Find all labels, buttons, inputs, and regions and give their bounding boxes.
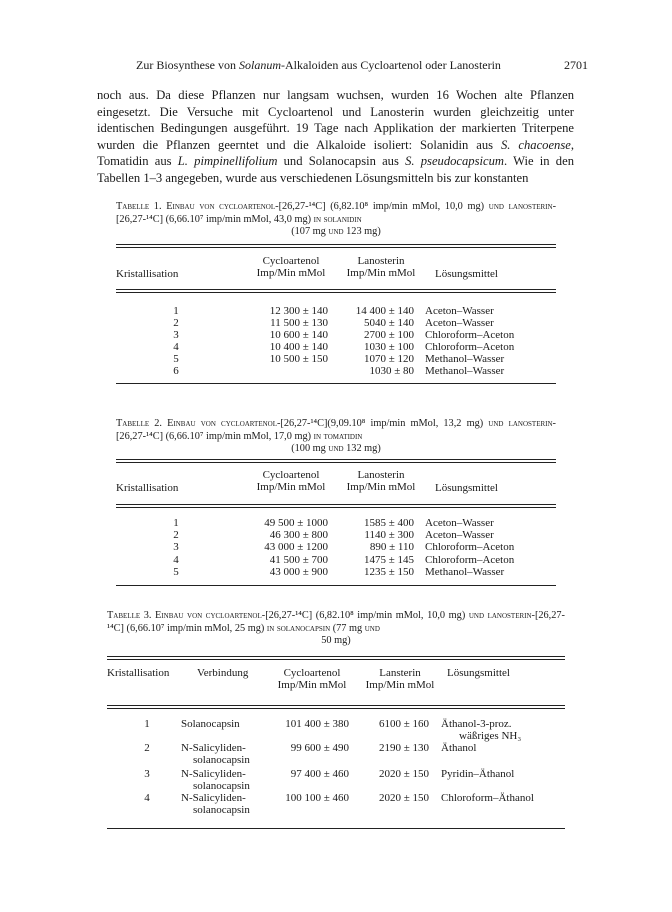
cell-cycloartenol: 100 100 ± 460 [285, 792, 349, 804]
cell-lanosterin: 2190 ± 130 [378, 742, 429, 754]
table3-top-rule-2 [107, 659, 565, 660]
cell-kristallisation: 6 [173, 365, 179, 377]
col-kristallisation: Kristallisation [116, 482, 179, 494]
table2-mid-rule-2 [116, 507, 556, 508]
cell-kristallisation: 2 [144, 742, 150, 754]
cell-verbindung: N-Salicyliden- [181, 742, 246, 754]
cell-lanosterin: 1140 ± 300 [364, 529, 414, 542]
table-row [116, 529, 556, 541]
col-solvent: Lösungsmittel [435, 268, 498, 280]
table-row [116, 566, 556, 578]
running-title: Zur Biosynthese von Solanum-Alkaloiden aus Cycloartenol oder Lanosterin [136, 58, 501, 72]
cell-solvent: Äthanol [441, 742, 477, 754]
col-lano-2: Imp/Min mMol [365, 679, 435, 691]
cell-solvent: Chloroform–Äthanol [441, 792, 534, 804]
cell-cycloartenol: 97 400 ± 460 [290, 768, 349, 780]
col-lano-1: Lanosterin [357, 255, 405, 267]
cell-cycloartenol: 43 000 ± 1200 [264, 541, 328, 554]
table2-top-rule [116, 459, 556, 460]
cell-cycloartenol: 10 600 ± 140 [269, 329, 328, 341]
table-row [116, 353, 556, 365]
table-row [116, 317, 556, 329]
page-number: 2701 [564, 58, 588, 72]
cell-kristallisation: 1 [173, 305, 179, 317]
cell-kristallisation: 3 [173, 541, 179, 554]
table2-caption: Tabelle 2. Einbau von cycloartenol-[26,27-¹⁴C](9,09.10⁸ imp/min mMol, 13,2 mg) und lanosterin-[26,27-¹⁴C] (6,66.10⁷ imp/min mMol, 17,0 mg) in tomatidin (100 mg und 132 mg) [116, 418, 556, 455]
col-lano-1: Lanosterin [357, 469, 405, 481]
table1-mid-rule-2 [116, 292, 556, 293]
table2-bottom-rule [116, 585, 556, 586]
cell-lanosterin: 890 ± 110 [369, 541, 414, 554]
cell-kristallisation: 1 [144, 718, 150, 730]
cell-lanosterin: 6100 ± 160 [378, 718, 429, 730]
col-cyclo-2: Imp/Min mMol [277, 679, 347, 691]
col-cyclo-1: Cycloartenol [262, 469, 320, 481]
table-row [116, 329, 556, 341]
cell-verbindung: N-Salicyliden- [181, 768, 246, 780]
body-paragraph: noch aus. Da diese Pflanzen nur langsam wuchsen, wurden 16 Wochen alte Pflanzen eingesetzt. Die Versuche mit Cycloartenol und Lanosterin wurden gleichzeitig unter identischen Bedingungen ausgeführt. 19 Tage nach Applikation der markierten Triterpene wurden die Pflanzen geerntet und die Alkaloide isoliert: Solanidin aus S. chacoense, Tomatidin aus L. pimpinellifolium und Solanocapsin aus S. pseudocapsicum. Wie in den Tabellen 1–3 angegeben, wurde aus verschiedenen Lösungsmitteln bis zur konstanten [97, 88, 574, 185]
cell-solvent: Methanol–Wasser [425, 353, 505, 365]
cell-kristallisation: 5 [173, 353, 179, 365]
cell-solvent: Methanol–Wasser [425, 565, 505, 578]
species-pseudocapsicum: S. pseudocapsicum [405, 154, 504, 169]
cell-kristallisation: 3 [144, 768, 150, 780]
cell-solvent: Aceton–Wasser [425, 305, 494, 317]
cell-lanosterin: 1030 ± 80 [369, 365, 414, 377]
cell-lanosterin: 2700 ± 100 [363, 329, 414, 341]
table1-top-rule [116, 244, 556, 245]
cell-solvent: Pyridin–Äthanol [441, 768, 515, 780]
cell-lanosterin: 1235 ± 150 [363, 565, 414, 578]
col-lano-1: Lansterin [379, 667, 421, 679]
col-solvent: Lösungsmittel [447, 667, 510, 679]
cell-solvent: Chloroform–Aceton [425, 553, 515, 566]
cell-kristallisation: 2 [173, 529, 179, 542]
table1-bottom-rule [116, 383, 556, 384]
cell-solvent-line2: wäßriges NH₃ [459, 730, 522, 742]
cell-solvent: Aceton–Wasser [425, 317, 494, 329]
table3-caption: Tabelle 3. Einbau von cycloartenol-[26,27-¹⁴C] (6,82.10⁸ imp/min mMol, 10,0 mg) und lanosterin-[26,27-¹⁴C] (6,66.10⁷ imp/min mMol, 25 mg) in solanocapsin (77 mg und 50 mg) [107, 610, 565, 647]
table-row [116, 554, 556, 566]
cell-solvent: Äthanol-3-proz. [441, 718, 512, 730]
cell-verbindung-line2: solanocapsin [193, 804, 250, 816]
cell-solvent: Methanol–Wasser [425, 365, 505, 377]
cell-cycloartenol: 101 400 ± 380 [285, 718, 349, 730]
cell-solvent: Chloroform–Aceton [425, 341, 515, 353]
cell-cycloartenol: 43 000 ± 900 [269, 565, 328, 578]
cell-kristallisation: 5 [173, 565, 179, 578]
cell-solvent: Chloroform–Aceton [425, 329, 515, 341]
cell-cycloartenol: 12 300 ± 140 [269, 305, 328, 317]
table1-mid-rule [116, 289, 556, 290]
cell-kristallisation: 4 [173, 341, 179, 353]
cell-cycloartenol: 10 500 ± 150 [269, 353, 328, 365]
table-row [116, 305, 556, 317]
table-row [116, 341, 556, 353]
cell-verbindung-line2: solanocapsin [193, 780, 250, 792]
cell-lanosterin: 2020 ± 150 [378, 768, 429, 780]
table1-caption: Tabelle 1. Einbau von cycloartenol-[26,27-¹⁴C] (6,82.10⁸ imp/min mMol, 10,0 mg) und lanosterin-[26,27-¹⁴C] (6,66.10⁷ imp/min mMol, 43,0 mg) in solanidin (107 mg und 123 mg) [116, 201, 556, 238]
cell-verbindung: N-Salicyliden- [181, 792, 246, 804]
cell-lanosterin: 1070 ± 120 [363, 353, 414, 365]
cell-cycloartenol: 10 400 ± 140 [269, 341, 328, 353]
cell-solvent: Aceton–Wasser [425, 517, 494, 529]
cell-cycloartenol: 41 500 ± 700 [269, 553, 328, 566]
cell-lanosterin: 1585 ± 400 [363, 517, 414, 529]
cell-lanosterin: 2020 ± 150 [378, 792, 429, 804]
cell-cycloartenol: 46 300 ± 800 [269, 529, 328, 542]
col-cyclo-1: Cycloartenol [262, 255, 320, 267]
col-cyclo-1: Cycloartenol [283, 667, 341, 679]
table3-bottom-rule [107, 828, 565, 829]
cell-solvent: Chloroform–Aceton [425, 541, 515, 554]
cell-verbindung-line2: solanocapsin [193, 754, 250, 766]
col-kristallisation: Kristallisation [107, 667, 170, 679]
col-verbindung: Verbindung [197, 667, 249, 679]
cell-kristallisation: 4 [173, 553, 179, 566]
cell-lanosterin: 5040 ± 140 [363, 317, 414, 329]
cell-cycloartenol: 49 500 ± 1000 [264, 517, 328, 529]
col-lano-2: Imp/Min mMol [346, 267, 416, 279]
table2-top-rule-2 [116, 462, 556, 463]
table-row [116, 541, 556, 553]
col-cyclo-2: Imp/Min mMol [256, 267, 326, 279]
cell-kristallisation: 4 [144, 792, 150, 804]
cell-kristallisation: 1 [173, 517, 179, 529]
table3-mid-rule-2 [107, 708, 565, 709]
cell-kristallisation: 2 [173, 317, 179, 329]
cell-lanosterin: 1475 ± 145 [363, 553, 414, 566]
table-row [116, 517, 556, 529]
species-pimpinellifolium: L. pimpinellifolium [177, 154, 278, 169]
species-chacoense: S. chacoense [501, 137, 571, 152]
table3-top-rule [107, 656, 565, 657]
col-cyclo-2: Imp/Min mMol [256, 481, 326, 493]
table-row [116, 365, 556, 377]
cell-cycloartenol: 99 600 ± 490 [290, 742, 349, 754]
cell-kristallisation: 3 [173, 329, 179, 341]
cell-lanosterin: 14 400 ± 140 [355, 305, 414, 317]
table2-mid-rule [116, 504, 556, 505]
col-kristallisation: Kristallisation [116, 268, 179, 280]
cell-solvent: Aceton–Wasser [425, 529, 494, 542]
col-lano-2: Imp/Min mMol [346, 481, 416, 493]
table3-mid-rule [107, 705, 565, 706]
cell-lanosterin: 1030 ± 100 [363, 341, 414, 353]
col-solvent: Lösungsmittel [435, 482, 498, 494]
cell-verbindung: Solanocapsin [181, 718, 240, 730]
table1-top-rule-2 [116, 247, 556, 248]
cell-cycloartenol: 11 500 ± 130 [270, 317, 328, 329]
